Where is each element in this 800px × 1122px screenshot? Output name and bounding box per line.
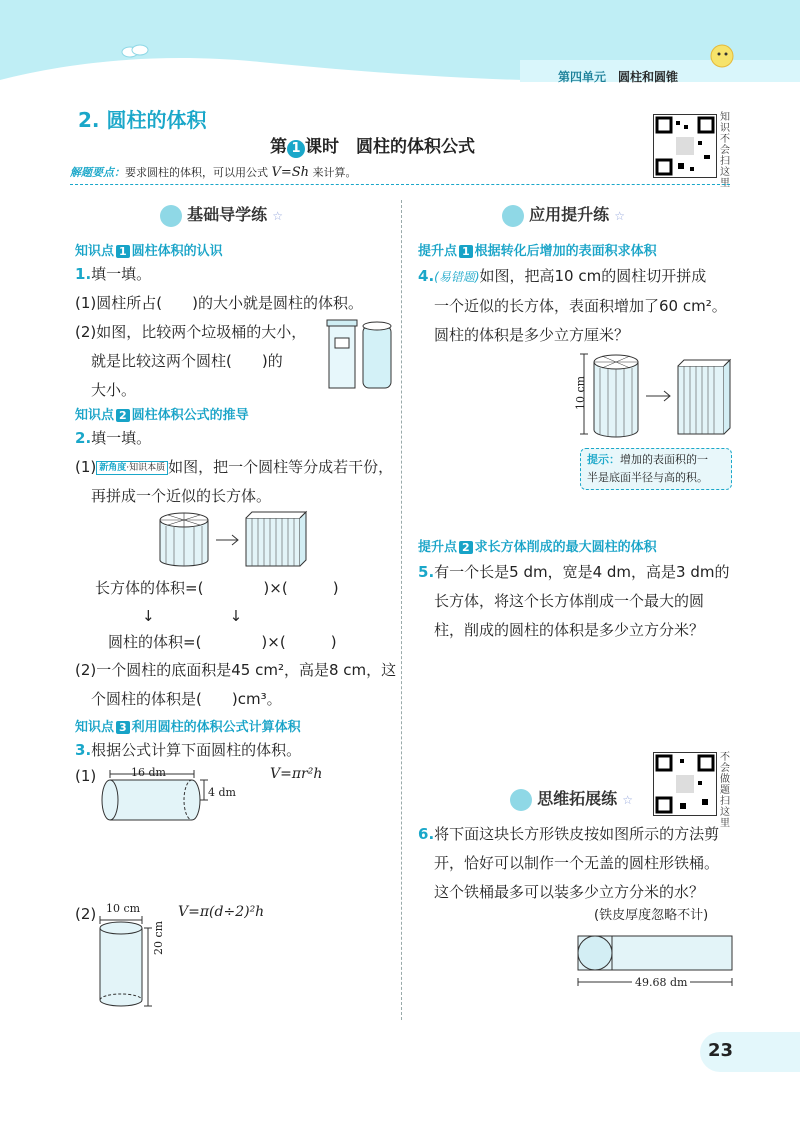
q3-formula-2: V=π(d÷2)²h xyxy=(178,904,265,920)
mascot-icon xyxy=(160,205,182,227)
q3-part-2-label: (2) xyxy=(75,905,97,923)
question-2-part-2: (2)一个圆柱的底面积是45 cm²，高是8 cm，这 个圆柱的体积是( )cm³。 xyxy=(75,661,397,708)
question-5: 5.有一个长是5 dm，宽是4 dm，高是3 dm的 长方体，将这个长方体削成一个最大的圆 柱，削成的圆柱的体积是多少立方分米？ xyxy=(418,563,730,639)
cylinder-to-cuboid-figure xyxy=(158,508,308,568)
improvement-point-1: 提升点 1 根据转化后增加的表面积求体积 xyxy=(418,244,657,259)
qr-code-2[interactable] xyxy=(653,752,717,816)
new-angle-badge: 新角度·知识本质 xyxy=(96,461,168,475)
q3-formula-1: V=πr²h xyxy=(270,766,323,782)
star-icon: ☆ xyxy=(622,793,633,807)
qr-caption: 知识不会扫这里 xyxy=(720,112,730,189)
header-band xyxy=(0,0,800,92)
q3-part-1-label: (1) xyxy=(75,767,97,785)
lesson-title: 第 1 课时 圆柱的体积公式 xyxy=(270,137,475,157)
knowledge-point-1: 知识点 1 圆柱体积的认识 xyxy=(75,244,223,259)
section-title: 2. 圆柱的体积 xyxy=(78,108,207,132)
right-section-heading-2: 思维拓展练 ☆ xyxy=(510,786,633,811)
star-icon: ☆ xyxy=(272,209,283,223)
q3-length-label: 16 dm xyxy=(131,766,166,779)
trash-bins-figure xyxy=(325,318,397,392)
cylinder-volume-row: 圆柱的体积=( )×( ) xyxy=(108,633,337,651)
question-4: 4.(易错题)如图，把高10 cm的圆柱切开拼成 一个近似的长方体，表面积增加了60 cm²。 圆柱的体积是多少立方厘米？ xyxy=(418,267,727,344)
q3-height-label: 4 dm xyxy=(208,786,236,799)
cuboid-volume-row: 长方体的体积=( )×( ) xyxy=(95,579,339,597)
mascot-icon xyxy=(510,789,532,811)
mascot-icon xyxy=(502,205,524,227)
star-icon: ☆ xyxy=(614,209,625,223)
cut-cylinder-figure xyxy=(574,350,734,440)
unit-label: 第四单元 圆柱和圆锥 xyxy=(558,70,679,84)
sun-icon xyxy=(711,45,733,67)
q3-height-label-2: 20 cm xyxy=(152,920,165,955)
knowledge-point-3: 知识点 3 利用圆柱的体积公式计算体积 xyxy=(75,720,301,735)
question-6: 6.将下面这块长方形铁皮按如图所示的方法剪 开，恰好可以制作一个无盖的圆柱形铁桶。 这个铁桶最多可以装多少立方分米的水？ xyxy=(418,825,720,901)
question-3: 3.根据公式计算下面圆柱的体积。 xyxy=(75,741,302,759)
q3-diameter-label: 10 cm xyxy=(106,902,141,915)
q6-note: (铁皮厚度忽略不计) xyxy=(594,908,709,923)
q4-height-label: 10 cm xyxy=(574,375,587,410)
qr2-caption: 不会做题扫这里 xyxy=(720,752,730,829)
left-section-heading: 基础导学练 ☆ xyxy=(160,202,283,227)
improvement-point-2: 提升点 2 求长方体削成的最大圆柱的体积 xyxy=(418,540,657,555)
q6-length-label: 49.68 dm xyxy=(632,976,690,989)
question-1: 1.填一填。 (1)圆柱所占( )的大小就是圆柱的体积。 (2)如图，比较两个垃圾桶的大小， 就是比较这两个圆柱( )的 大小。 xyxy=(75,265,363,399)
knowledge-point-2: 知识点 2 圆柱体积公式的推导 xyxy=(75,408,249,423)
right-section-heading: 应用提升练 ☆ xyxy=(502,202,625,227)
column-divider xyxy=(401,200,402,1020)
tip-bar: 解题要点：要求圆柱的体积，可以用公式 V=Sh 来计算。 xyxy=(70,164,730,185)
hint-box: 提示：增加的表面积的一 半是底面半径与高的积。 xyxy=(580,448,732,490)
page-number: 23 xyxy=(708,1040,734,1061)
arrows-row: ↓ ↓ xyxy=(142,607,243,625)
question-2: 2.填一填。 (1) 新角度·知识本质 如图，把一个圆柱等分成若干份， 再拼成一个近似的长方体。 xyxy=(75,429,394,505)
